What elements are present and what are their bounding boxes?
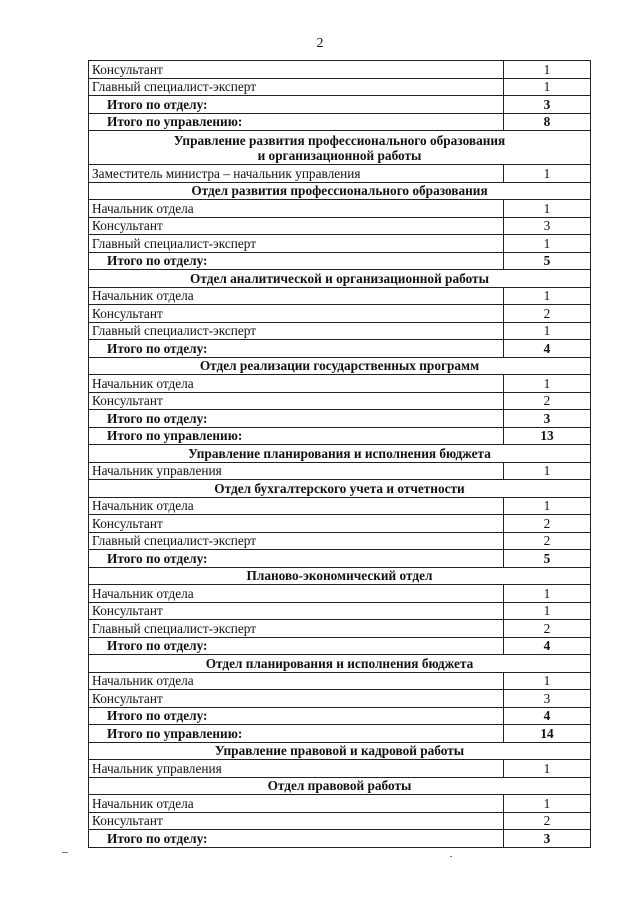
position-name: Начальник отдела: [89, 375, 504, 393]
position-name: Начальник отдела: [89, 795, 504, 813]
position-row: [89, 287, 591, 305]
position-name: Начальник отдела: [89, 497, 504, 515]
position-count: 1: [504, 602, 591, 620]
position-count: 1: [504, 235, 591, 253]
position-row: [89, 61, 591, 79]
position-count: 2: [504, 392, 591, 410]
total-label: Итого по отделу:: [89, 96, 504, 114]
section-heading-row: [89, 270, 591, 288]
section-heading-row: [89, 777, 591, 795]
position-name: Консультант: [89, 392, 504, 410]
position-name: Начальник управления: [89, 760, 504, 778]
position-count: 3: [504, 690, 591, 708]
total-row: [89, 725, 591, 743]
position-name: Главный специалист-эксперт: [89, 620, 504, 638]
section-heading-row: [89, 655, 591, 673]
total-label: Итого по отделу:: [89, 340, 504, 358]
total-count: 5: [504, 252, 591, 270]
position-row: [89, 217, 591, 235]
position-count: 2: [504, 812, 591, 830]
position-count: 1: [504, 287, 591, 305]
position-row: [89, 235, 591, 253]
position-row: [89, 515, 591, 533]
total-label: Итого по управлению:: [89, 725, 504, 743]
page-number: 2: [316, 36, 324, 51]
total-row: [89, 550, 591, 568]
position-row: [89, 462, 591, 480]
total-label: Итого по отделу:: [89, 830, 504, 848]
position-row: [89, 200, 591, 218]
position-name: Консультант: [89, 690, 504, 708]
position-count: 3: [504, 217, 591, 235]
position-count: 1: [504, 497, 591, 515]
total-row: [89, 113, 591, 131]
section-heading: [89, 655, 591, 673]
position-name: Начальник отдела: [89, 200, 504, 218]
position-row: [89, 392, 591, 410]
total-row: [89, 340, 591, 358]
position-name: Начальник отдела: [89, 672, 504, 690]
position-row: [89, 620, 591, 638]
position-name: Начальник отдела: [89, 585, 504, 603]
position-count: 1: [504, 165, 591, 183]
section-heading-line: и организационной работы: [257, 147, 422, 163]
total-row: [89, 637, 591, 655]
position-name: Консультант: [89, 602, 504, 620]
position-name: Начальник управления: [89, 462, 504, 480]
total-count: 3: [504, 96, 591, 114]
total-count: 8: [504, 113, 591, 131]
total-label: Итого по отделу:: [89, 550, 504, 568]
total-row: [89, 410, 591, 428]
position-count: 1: [504, 795, 591, 813]
position-name: Консультант: [89, 812, 504, 830]
section-heading-row: [89, 480, 591, 498]
section-heading: [89, 480, 591, 498]
section-heading-row: [89, 182, 591, 200]
position-count: 1: [504, 760, 591, 778]
position-row: [89, 760, 591, 778]
position-name: Главный специалист-эксперт: [89, 78, 504, 96]
total-label: Итого по отделу:: [89, 637, 504, 655]
total-count: 14: [504, 725, 591, 743]
total-count: 4: [504, 637, 591, 655]
position-name: Консультант: [89, 515, 504, 533]
total-row: [89, 252, 591, 270]
position-count: 1: [504, 78, 591, 96]
position-row: [89, 78, 591, 96]
position-name: Главный специалист-эксперт: [89, 235, 504, 253]
staffing-table-body: [89, 61, 591, 848]
section-heading-line: Отдел правовой работы: [267, 778, 412, 794]
section-heading-row: [89, 445, 591, 463]
total-label: Итого по отделу:: [89, 410, 504, 428]
position-row: [89, 165, 591, 183]
scan-speck: [62, 852, 68, 853]
section-heading-row: [89, 567, 591, 585]
position-count: 1: [504, 375, 591, 393]
total-count: 13: [504, 427, 591, 445]
position-name: Консультант: [89, 61, 504, 79]
position-count: 1: [504, 585, 591, 603]
position-row: [89, 672, 591, 690]
position-name: Главный специалист-эксперт: [89, 532, 504, 550]
total-count: 5: [504, 550, 591, 568]
section-heading-line: Отдел бухгалтерского учета и отчетности: [214, 480, 465, 496]
position-row: [89, 602, 591, 620]
section-heading-line: Отдел аналитической и организационной работы: [190, 270, 489, 286]
position-name: Главный специалист-эксперт: [89, 322, 504, 340]
section-heading: [89, 270, 591, 288]
section-heading: [89, 182, 591, 200]
position-row: [89, 795, 591, 813]
total-count: 3: [504, 410, 591, 428]
position-row: [89, 305, 591, 323]
total-label: Итого по управлению:: [89, 427, 504, 445]
total-label: Итого по отделу:: [89, 707, 504, 725]
total-row: [89, 427, 591, 445]
section-heading-line: Планово-экономический отдел: [246, 568, 433, 584]
position-name: Заместитель министра – начальник управления: [89, 165, 504, 183]
section-heading-line: Отдел планирования и исполнения бюджета: [205, 655, 474, 671]
section-heading-row: [89, 357, 591, 375]
section-heading-line: Управление развития профессионального образования: [173, 132, 506, 148]
position-count: 1: [504, 322, 591, 340]
position-count: 1: [504, 200, 591, 218]
total-row: [89, 830, 591, 848]
position-row: [89, 322, 591, 340]
section-heading: [89, 567, 591, 585]
position-row: [89, 812, 591, 830]
section-heading-line: Отдел реализации государственных программ: [199, 358, 480, 374]
section-heading-row: [89, 131, 591, 165]
section-heading: [89, 357, 591, 375]
section-heading: [89, 131, 591, 165]
position-count: 2: [504, 515, 591, 533]
section-heading: [89, 742, 591, 760]
section-heading: [89, 777, 591, 795]
total-count: 4: [504, 707, 591, 725]
position-row: [89, 375, 591, 393]
total-row: [89, 96, 591, 114]
position-count: 1: [504, 462, 591, 480]
section-heading-line: Управление правовой и кадровой работы: [214, 743, 465, 759]
position-row: [89, 585, 591, 603]
position-name: Начальник отдела: [89, 287, 504, 305]
position-count: 1: [504, 61, 591, 79]
position-name: Консультант: [89, 305, 504, 323]
position-count: 2: [504, 532, 591, 550]
position-count: 1: [504, 672, 591, 690]
position-count: 2: [504, 620, 591, 638]
total-count: 4: [504, 340, 591, 358]
position-row: [89, 497, 591, 515]
position-count: 2: [504, 305, 591, 323]
total-label: Итого по управлению:: [89, 113, 504, 131]
position-name: Консультант: [89, 217, 504, 235]
position-row: [89, 532, 591, 550]
section-heading-row: [89, 742, 591, 760]
total-row: [89, 707, 591, 725]
section-heading-line: Отдел развития профессионального образования: [191, 183, 488, 199]
staffing-table: [88, 60, 591, 848]
total-count: 3: [504, 830, 591, 848]
scan-speck: [450, 856, 452, 857]
position-row: [89, 690, 591, 708]
total-label: Итого по отделу:: [89, 252, 504, 270]
section-heading-line: Управление планирования и исполнения бюджета: [188, 445, 491, 461]
section-heading: [89, 445, 591, 463]
